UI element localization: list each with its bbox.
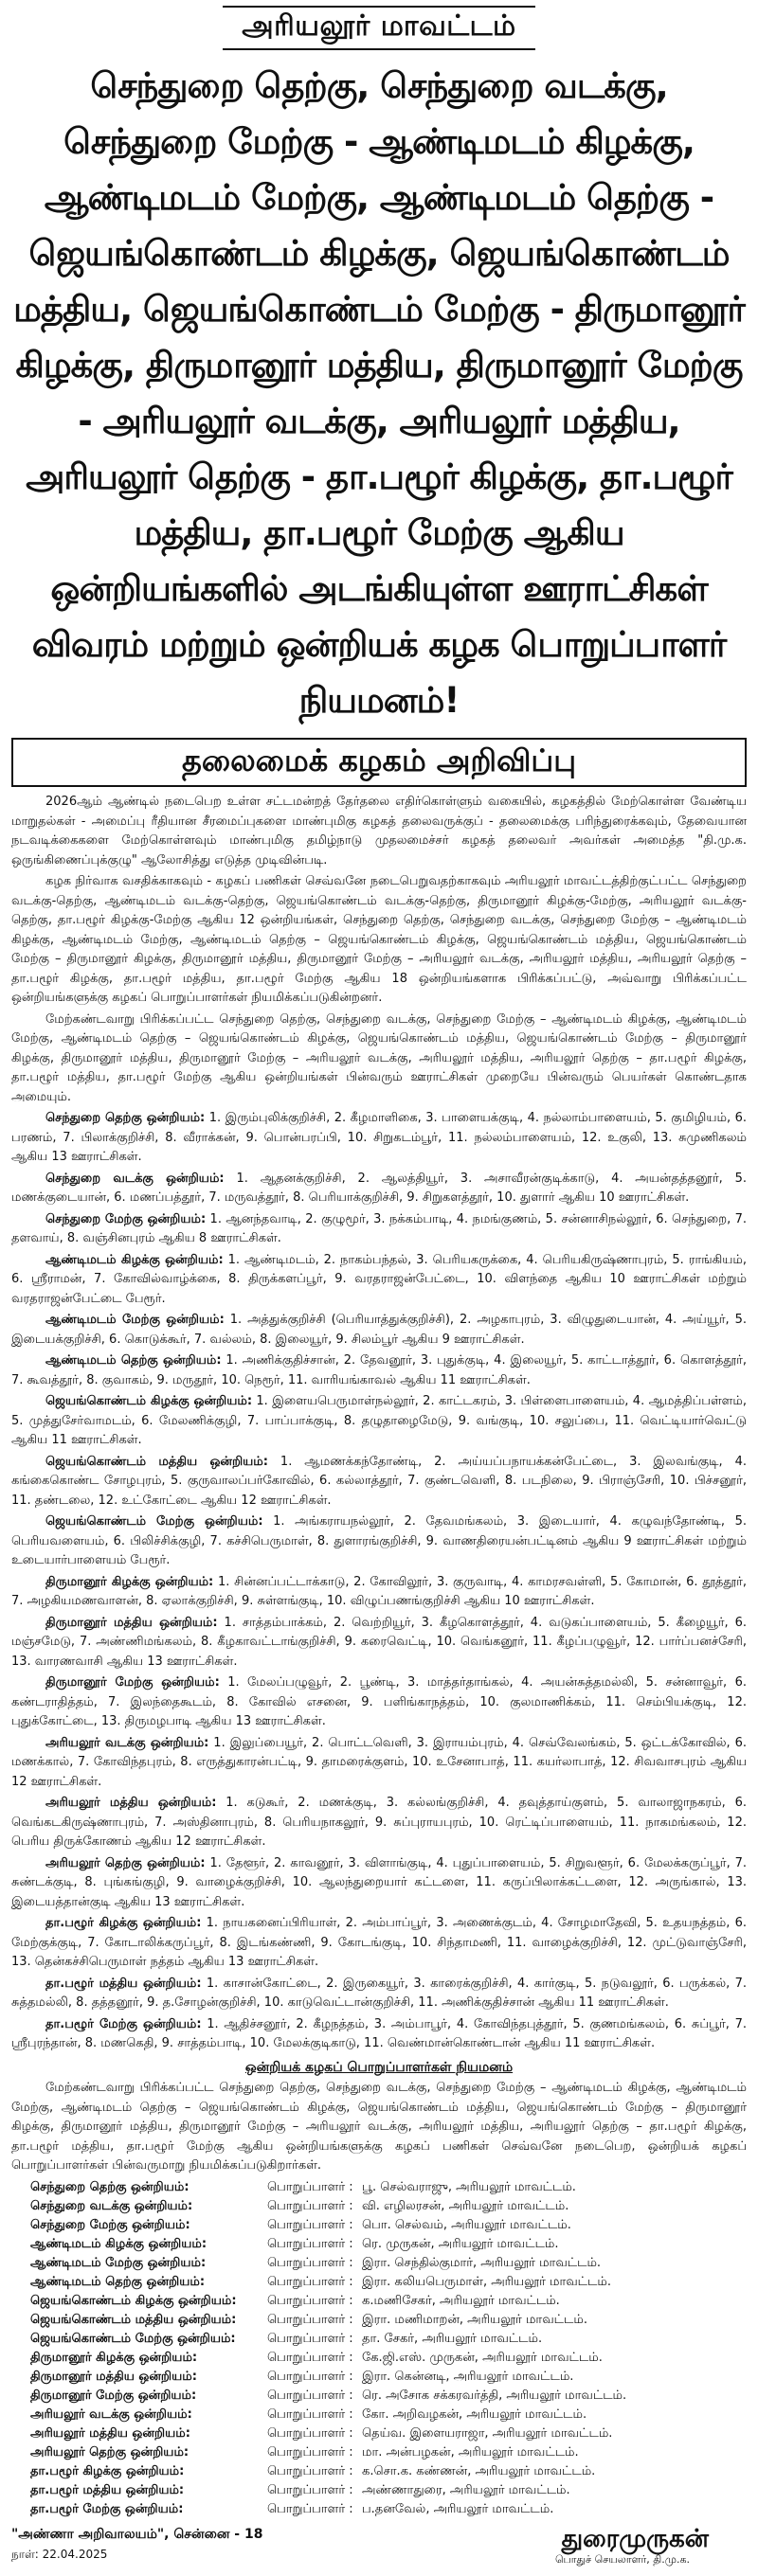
responsible-label: பொறுப்பாளர் : (267, 2236, 353, 2251)
union-villages: 1. நாயகனைப்பிரியாள், 2. அம்பாப்பூர், 3. அணைக்குடம், 4. சோழமாதேவி, 5. உதயநத்தம், 6. மேற்குக்குடி, 7. கோடாலிக்கருப்பூர், 8. இடங்கண்ணி, 9. கோடங்குடி, 10. சிந்தாமணி, 11. வாழைக்குறிச்சி, 12. முட்டுவாஞ்சேரி, 13. தென்கச்சிபெருமாள் நத்தம் ஆகிய 13 ஊராட்சிகள். (11, 1916, 747, 1969)
responsible-row (11, 2216, 747, 2235)
district-label: அரியலூர் மாவட்டம் (223, 6, 535, 50)
responsible-label: பொறுப்பாளர் : (267, 2274, 353, 2289)
responsible-label: பொறுப்பாளர் : (267, 2179, 353, 2194)
responsible-union: ஜெயங்கொண்டம் மேற்கு ஒன்றியம்: (30, 2331, 236, 2346)
responsible-label: பொறுப்பாளர் : (267, 2369, 353, 2384)
responsible-person: ரெ. அசோக சக்கரவர்த்தி, அரியலூர் மாவட்டம். (362, 2388, 627, 2403)
union-name: அரியலூர் தெற்கு ஒன்றியம்: (45, 1855, 206, 1870)
responsible-row (11, 2292, 747, 2311)
headline: செந்துறை தெற்கு, செந்துறை வடக்கு, செந்துறை மேற்கு - ஆண்டிமடம் கிழக்கு, ஆண்டிமடம் மேற்கு, ஆண்டிமடம் தெற்கு - ஜெயங்கொண்டம் கிழக்கு, ஜெயங்கொண்டம் மத்திய, ஜெயங்கொண்டம் மேற்கு - திருமானூர் கிழக்கு, திருமானூர் மத்திய, திருமானூர் மேற்கு - அரியலூர் வடக்கு, அரியலூர் மத்திய, அரியலூர் தெற்கு - தா.பழூர் கிழக்கு, தா.பழூர் மத்திய, தா.பழூர் மேற்கு ஆகிய ஒன்றியங்களில் அடங்கியுள்ள ஊராட்சிகள் விவரம் மற்றும் ஒன்றியக் கழக பொறுப்பாளர் நியமனம்! (13, 65, 745, 721)
responsible-person: கோ. அறிவழகன், அரியலூர் மாவட்டம். (362, 2406, 587, 2422)
responsible-row (11, 2311, 747, 2330)
footer-address: "அண்ணா அறிவாலயம்", சென்னை - 18 (11, 2526, 263, 2542)
union-villages: 1. மேலப்பழுவூர், 2. பூண்டி, 3. மாத்தர்தாங்கல், 4. அயன்சுத்தமல்லி, 5. சன்னாவூர், 6. கண்டராதித்தம், 7. இலந்தைகூடம், 8. கோவில் எசனை, 9. பளிங்காநத்தம், 10. குலமாணிக்கம், 11. செம்பியக்குடி, 12. புதுக்கோட்டை, 13. திருமழபாடி ஆகிய 13 ஊராட்சிகள். (11, 1675, 747, 1728)
responsibles-list (11, 2178, 747, 2519)
responsible-person: பொ. செல்வம், அரியலூர் மாவட்டம். (362, 2217, 571, 2232)
responsible-person: அண்ணாதுரை, அரியலூர் மாவட்டம். (362, 2482, 570, 2497)
union-villages: 1. ஆமணக்கந்தோண்டி, 2. அய்யப்பநாயக்கன்பேட்டை, 3. இலவங்குடி, 4. கங்கைகொண்ட சோழபுரம், 5. குருவாலப்பர்கோவில், 6. கல்லாத்தூர், 7. குண்டவெளி, 8. படநிலை, 9. பிராஞ்சேரி, 10. பிச்சனூர், 11. தண்டலை, 12. உட்கோட்டை ஆகிய 12 ஊராட்சிகள். (11, 1454, 747, 1508)
union-name: ஆண்டிமடம் மேற்கு ஒன்றியம்: (45, 1313, 225, 1327)
union-entry (11, 2015, 747, 2054)
union-name: அரியலூர் வடக்கு ஒன்றியம்: (45, 1735, 209, 1750)
footer (11, 2525, 747, 2576)
union-villages: 1. ஆதனக்குறிச்சி, 2. ஆலத்தியூர், 3. அசாவீரன்குடிக்காடு, 4. அயன்தத்தனூர், 5. மணக்குடையான், 6. மணப்பத்தூர், 7. மருவத்தூர், 8. பெரியாக்குறிச்சி, 9. சிறுகளத்தூர், 10. துளார் ஆகிய 10 ஊராட்சிகள். (11, 1171, 747, 1205)
union-name: தா.பழூர் மேற்கு ஒன்றியம்: (45, 2016, 202, 2031)
union-villages: 1. ஆனந்தவாடி, 2. குழுமூர், 3. நக்கம்பாடி, 4. நமங்குணம், 5. சன்னாசிநல்லூர், 6. செந்துறை, 7. தளவாய், 8. வஞ்சினபுரம் ஆகிய 8 ஊராட்சிகள். (11, 1211, 748, 1245)
union-entry (11, 1512, 747, 1571)
union-name: ஜெயங்கொண்டம் மேற்கு ஒன்றியம்: (45, 1514, 263, 1529)
responsible-union: திருமானூர் மேற்கு ஒன்றியம்: (30, 2388, 197, 2403)
responsible-label: பொறுப்பாளர் : (267, 2312, 353, 2327)
responsible-label: பொறுப்பாளர் : (267, 2198, 353, 2213)
responsible-row (11, 2178, 747, 2197)
union-villages: 1. ஆண்டிமடம், 2. நாகம்பந்தல், 3. பெரியகருக்கை, 4. பெரியகிருஷ்ணாபுரம், 5. ராங்கியம், 6. ஸ்ரீராமன், 7. கோவில்வாழ்க்கை, 8. திருக்களப்பூர், 9. வரதராஜன்பேட்டை, 10. விளந்தை ஆகிய 10 ஊராட்சிகள் மற்றும் வரதராஜன்பேட்டை பேரூர். (11, 1252, 748, 1306)
union-name: ஆண்டிமடம் தெற்கு ஒன்றியம்: (45, 1353, 222, 1368)
responsible-person: இரா. கென்னடி, அரியலூர் மாவட்டம். (362, 2369, 574, 2384)
responsible-label: பொறுப்பாளர் : (267, 2406, 353, 2422)
union-entry (11, 1914, 747, 1973)
responsible-row (11, 2481, 747, 2500)
responsible-row (11, 2330, 747, 2349)
responsible-row (11, 2197, 747, 2216)
union-name: ஆண்டிமடம் கிழக்கு ஒன்றியம்: (45, 1252, 224, 1267)
paragraph: மேற்கண்டவாறு பிரிக்கப்பட்ட செந்துறை தெற்கு, செந்துறை வடக்கு, செந்துறை மேற்கு – ஆண்டிமடம் கிழக்கு, ஆண்டிமடம் மேற்கு, ஆண்டிமடம் தெற்கு – ஜெயங்கொண்டம் கிழக்கு, ஜெயங்கொண்டம் மத்திய, ஜெயங்கொண்டம் மேற்கு – திருமானூர் கிழக்கு, திருமானூர் மத்திய, திருமானூர் மேற்கு – அரியலூர் வடக்கு, அரியலூர் மத்திய, அரியலூர் தெற்கு – தா.பழூர் கிழக்கு, தா.பழூர் மத்திய, தா.பழூர் மேற்கு ஆகிய ஒன்றியங்கள் பின்வரும் ஊராட்சிகள் முறையே பின்வரும் பெயர்கள் கொண்டதாக அமையும். (11, 1011, 747, 1104)
union-name: அரியலூர் மத்திய ஒன்றியம்: (45, 1796, 217, 1810)
union-name: ஜெயங்கொண்டம் கிழக்கு ஒன்றியம்: (45, 1394, 253, 1408)
union-entry (11, 1392, 747, 1451)
union-name: செந்துறை தெற்கு ஒன்றியம்: (45, 1111, 206, 1125)
responsible-union: அரியலூர் மத்திய ஒன்றியம்: (30, 2425, 190, 2441)
responsible-label: பொறுப்பாளர் : (267, 2255, 353, 2270)
union-name: ஜெயங்கொண்டம் மத்திய ஒன்றியம்: (45, 1454, 268, 1469)
responsibles-intro: மேற்கண்டவாறு பிரிக்கப்பட்ட செந்துறை தெற்கு, செந்துறை வடக்கு, செந்துறை மேற்கு – ஆண்டிமடம் கிழக்கு, ஆண்டிமடம் மேற்கு, ஆண்டிமடம் தெற்கு – ஜெயங்கொண்டம் கிழக்கு, ஜெயங்கொண்டம் மத்திய, ஜெயங்கொண்டம் மேற்கு – திருமானூர் கிழக்கு, திருமானூர் மத்திய, திருமானூர் மேற்கு – அரியலூர் வடக்கு, அரியலூர் மத்திய, அரியலூர் தெற்கு – தா.பழூர் கிழக்கு, தா.பழூர் மத்திய, தா.பழூர் மேற்கு ஆகிய ஒன்றியங்களுக்கு கழகப் பணிகள் செவ்வனே நடைபெற, ஒன்றியக் கழகப் பொறுப்பாளர்கள் பின்வருமாறு நியமிக்கப்படுகிறார்கள். (11, 2081, 747, 2173)
union-name: திருமானூர் மத்திய ஒன்றியம்: (45, 1615, 218, 1630)
union-villages: 1. அங்கராயநல்லூர், 2. தேவமங்கலம், 3. இடையார், 4. கழுவந்தோண்டி, 5. பெரியவளையம், 6. பிலிச்சிக்குழி, 7. கச்சிபெருமாள், 8. துளாரங்குறிச்சி, 9. வாணதிரையன்பட்டினம் ஆகிய 9 ஊராட்சிகள் மற்றும் உடையார்பாளையம் பேரூர். (11, 1514, 747, 1567)
union-entry (11, 1854, 747, 1913)
union-entry (11, 1673, 747, 1732)
union-villages: 1. அணிக்குதிச்சான், 2. தேவனூர், 3. புதுக்குடி, 4. இலையூர், 5. காட்டாத்தூர், 6. கொளத்தூர், 7. கூவத்தூர், 8. குவாகம், 9. மருதூர், 10. நெரூர், 11. வாரியங்காவல் ஆகிய 11 ஊராட்சிகள். (11, 1353, 747, 1387)
paragraph: 2026ஆம் ஆண்டில் நடைபெற உள்ள சட்டமன்றத் தேர்தலை எதிர்கொள்ளும் வகையில், கழகத்தில் மேற்கொள்ள வேண்டிய மாறுதல்கள் - அமைப்பு ரீதியான சீரமைப்புகளை மாண்புமிகு கழகத் தலைவருக்குப் - தலைமைக்கு பரிந்துரைக்கவும், தேவையான நடவடிக்கைகளை மேற்கொள்ளவும் மாண்புமிகு தமிழ்நாடு முதலமைச்சர் கழகத் தலைவர் அவர்கள் அமைத்த "தி.மு.க. ஒருங்கிணைப்புக்குழு" ஆலோசித்து எடுத்த முடிவின்படி. (11, 795, 747, 868)
responsible-label: பொறுப்பாளர் : (267, 2293, 353, 2308)
responsible-union: திருமானூர் மத்திய ஒன்றியம்: (30, 2369, 197, 2384)
union-entry (11, 1210, 747, 1249)
union-entry (11, 1453, 747, 1512)
union-villages: 1. கடுகூர், 2. மணக்குடி, 3. கல்லங்குறிச்சி, 4. தவுத்தாய்குளம், 5. வாலாஜாநகரம், 6. வெங்கடகிருஷ்ணாபுரம், 7. அஸ்தினாபுரம், 8. பெரியநாகலூர், 9. சுப்புராயபுரம், 10. ரெட்டிப்பாளையம், 11. நாகமங்கலம், 12. பெரிய திருக்கோணம் ஆகிய 12 ஊராட்சிகள். (11, 1796, 748, 1849)
responsible-person: மா. அன்பழகன், அரியலூர் மாவட்டம். (362, 2444, 579, 2460)
responsible-row (11, 2387, 747, 2406)
union-entry (11, 1975, 747, 2013)
union-entry (11, 1311, 747, 1350)
responsible-row (11, 2254, 747, 2273)
union-entry (11, 1170, 747, 1208)
body-text (11, 793, 747, 2519)
union-name: திருமானூர் கிழக்கு ஒன்றியம்: (45, 1574, 214, 1589)
union-entry (11, 1109, 747, 1168)
responsible-person: தெய்வ. இளையராஜா, அரியலூர் மாவட்டம். (362, 2425, 613, 2441)
responsible-person: ப.தனவேல், அரியலூர் மாவட்டம். (362, 2501, 554, 2516)
responsible-label: பொறுப்பாளர் : (267, 2217, 353, 2232)
union-name: தா.பழூர் கிழக்கு ஒன்றியம்: (45, 1916, 202, 1930)
union-entry (11, 1251, 747, 1310)
responsible-person: க.சொ.க. கண்ணன், அரியலூர் மாவட்டம். (362, 2463, 596, 2478)
union-entry (11, 1573, 747, 1612)
union-villages: 1. ஆதிச்சனூர், 2. கீழநத்தம், 3. அம்பாபூர், 4. கோவிந்தபுத்தூர், 5. குணமங்கலம், 6. சுப்பூர், 7. ஸ்ரீபுரந்தான், 8. மணகெதி, 9. சாத்தம்பாடி, 10. மேலக்குடிகாடு, 11. வெண்மான்கொண்டான் ஆகிய 11 ஊராட்சிகள். (11, 2016, 748, 2050)
responsible-person: வி. எழிலரசன், அரியலூர் மாவட்டம். (362, 2198, 569, 2213)
union-villages: 1. இரும்புலிக்குறிச்சி, 2. கீழமாளிகை, 3. பாளையக்குடி, 4. நல்லாம்பாளையம், 5. குமிழியம், 6. பரணம், 7. பிலாக்குறிச்சி, 8. வீராக்கன், 9. பொன்பரப்பி, 10. சிறுகடம்பூர், 11. நல்லம்பாளையம், 12. உகுலி, 13. சுமுணிகலம் ஆகிய 13 ஊராட்சிகள். (11, 1111, 747, 1164)
responsible-union: திருமானூர் கிழக்கு ஒன்றியம்: (30, 2350, 198, 2365)
responsible-label: பொறுப்பாளர் : (267, 2482, 353, 2497)
responsible-row (11, 2462, 747, 2481)
responsible-union: ஆண்டிமடம் கிழக்கு ஒன்றியம்: (30, 2236, 208, 2251)
responsible-union: செந்துறை தெற்கு ஒன்றியம்: (30, 2179, 190, 2194)
hq-notice-title: தலைமைக் கழகம் அறிவிப்பு (11, 738, 747, 787)
union-name: செந்துறை மேற்கு ஒன்றியம்: (45, 1211, 207, 1226)
responsible-union: தா.பழூர் மேற்கு ஒன்றியம்: (30, 2501, 184, 2516)
union-villages: 1. சாத்தம்பாக்கம், 2. வெற்றியூர், 3. கீழகொளத்தூர், 4. வடுகப்பாளையம், 5. கீழையூர், 6. மஞ்சமேடு, 7. அண்ணிமங்கலம், 8. கீழகாவட்டாங்குறிச்சி, 9. கரைவெட்டி, 10. வெங்கனூர், 11. கீழப்பழுவூர், 12. பார்ப்பனச்சேரி, 13. வாரணவாசி ஆகிய 13 ஊராட்சிகள். (11, 1615, 747, 1669)
union-villages: 1. தேளூர், 2. காவனூர், 3. விளாங்குடி, 4. புதுப்பாளையம், 5. சிறுவளூர், 6. மேலக்கருப்பூர், 7. சுண்டக்குடி, 8. புங்கங்குழி, 9. வாழைக்குறிச்சி, 10. ஆலந்துறையார் கட்டளை, 11. கருப்பிலாக்கட்டளை, 12. அருங்கால், 13. இடையத்தான்குடி ஆகிய 13 ஊராட்சிகள். (11, 1855, 748, 1909)
union-entry (11, 1794, 747, 1852)
union-entry (11, 1734, 747, 1793)
responsible-person: இரா. செந்தில்குமார், அரியலூர் மாவட்டம். (362, 2255, 602, 2270)
union-entry (11, 1614, 747, 1673)
union-villages: 1. இலுப்பையூர், 2. பொட்டவெளி, 3. இராயம்புரம், 4. செவ்வேலங்கம், 5. ஒட்டக்கோவில், 6. மணக்கால், 7. கோவிந்தபுரம், 8. எருத்துகாரன்பட்டி, 9. தாமரைக்குளம், 10. உசேனாபாத், 11. கயர்லாபாத், 12. சிவவாசபுரம் ஆகிய 12 ஊராட்சிகள். (11, 1735, 747, 1789)
union-villages: 1. அத்துக்குறிச்சி (பெரியாத்துக்குறிச்சி), 2. அழகாபுரம், 3. விழுதுடையான், 4. அய்யூர், 5. இடையக்குறிச்சி, 6. கொடுக்கூர், 7. வல்லம், 8. இலையூர், 9. சிலம்பூர் ஆகிய 9 ஊராட்சிகள். (11, 1313, 747, 1347)
responsible-row (11, 2368, 747, 2387)
responsibles-subhead: ஒன்றியக் கழகப் பொறுப்பாளர்கள் நியமனம் (244, 2059, 514, 2075)
responsible-person: க.மணிசேகர், அரியலூர் மாவட்டம். (362, 2293, 560, 2308)
responsible-label: பொறுப்பாளர் : (267, 2444, 353, 2460)
responsible-person: இரா. கலியபெருமாள், அரியலூர் மாவட்டம். (362, 2274, 611, 2289)
signer-name: துரைமுருகன் (561, 2524, 709, 2553)
union-name: செந்துறை வடக்கு ஒன்றியம்: (45, 1171, 225, 1186)
responsible-person: இரா. மணிமாறன், அரியலூர் மாவட்டம். (362, 2312, 587, 2327)
responsible-union: தா.பழூர் மத்திய ஒன்றியம்: (30, 2482, 185, 2497)
responsible-row (11, 2349, 747, 2368)
responsible-union: ஜெயங்கொண்டம் மத்திய ஒன்றியம்: (30, 2312, 237, 2327)
responsible-union: செந்துறை மேற்கு ஒன்றியம்: (30, 2217, 190, 2232)
responsible-person: பூ. செல்வராஜு, அரியலூர் மாவட்டம். (362, 2179, 576, 2194)
responsible-union: ஆண்டிமடம் மேற்கு ஒன்றியம்: (30, 2255, 207, 2270)
responsible-person: கே.ஜி.எஸ். முருகன், அரியலூர் மாவட்டம். (362, 2350, 603, 2365)
union-name: திருமானூர் மேற்கு ஒன்றியம்: (45, 1675, 220, 1690)
union-villages: 1. இளையபெருமாள்நல்லூர், 2. காட்டகரம், 3. பிள்ளைபாளையம், 4. ஆமத்திப்பள்ளம், 5. முத்துசேர்வாமடம், 6. மேலணிக்குழி, 7. பாப்பாக்குடி, 8. தழுதாழைமேடு, 9. வங்குடி, 10. சலுப்பை, 11. வெட்டியார்வெட்டு ஆகிய 11 ஊராட்சிகள். (11, 1394, 748, 1447)
responsible-label: பொறுப்பாளர் : (267, 2425, 353, 2441)
responsible-label: பொறுப்பாளர் : (267, 2350, 353, 2365)
responsible-label: பொறுப்பாளர் : (267, 2501, 353, 2516)
union-name: தா.பழூர் மத்திய ஒன்றியம்: (45, 1976, 202, 1991)
responsible-label: பொறுப்பாளர் : (267, 2463, 353, 2478)
responsible-union: ஜெயங்கொண்டம் கிழக்கு ஒன்றியம்: (30, 2293, 237, 2308)
responsible-row (11, 2500, 747, 2519)
union-villages: 1. காசான்கோட்டை, 2. இருகையூர், 3. காரைக்குறிச்சி, 4. கார்குடி, 5. நடுவலூர், 6. பருக்கல், 7. சுத்தமல்லி, 8. தத்தனூர், 9. த.சோழன்குறிச்சி, 10. காடுவெட்டான்குறிச்சி, 11. அணிக்குதிச்சான் ஆகிய 11 ஊராட்சிகள். (11, 1976, 747, 2010)
responsible-label: பொறுப்பாளர் : (267, 2331, 353, 2346)
paragraph: கழக நிர்வாக வசதிக்காகவும் - கழகப் பணிகள் செவ்வனே நடைபெறுவதற்காகவும் அரியலூர் மாவட்டத்திற்குட்பட்ட செந்துறை வடக்கு-தெற்கு, ஆண்டிமடம் வடக்கு-தெற்கு, ஜெயங்கொண்டம் வடக்கு-தெற்கு, திருமானூர் கிழக்கு-மேற்கு, அரியலூர் வடக்கு-தெற்கு, தா.பழூர் கிழக்கு-மேற்கு ஆகிய 12 ஒன்றியங்கள், செந்துறை தெற்கு, செந்துறை வடக்கு, செந்துறை மேற்கு – ஆண்டிமடம் கிழக்கு, ஆண்டிமடம் மேற்கு, ஆண்டிமடம் தெற்கு – ஜெயங்கொண்டம் கிழக்கு, ஜெயங்கொண்டம் மத்திய, ஜெயங்கொண்டம் மேற்கு – திருமானூர் கிழக்கு, திருமானூர் மத்திய, திருமானூர் மேற்கு – அரியலூர் வடக்கு, அரியலூர் மத்திய, அரியலூர் தெற்கு – தா.பழூர் கிழக்கு, தா.பழூர் மத்திய, தா.பழூர் மேற்கு ஆகிய 18 ஒன்றியங்களாக பிரிக்கப்பட்டு, அவ்வாறு பிரிக்கப்பட்ட ஒன்றியங்களுக்கு கழகப் பொறுப்பாளர்கள் நியமிக்கப்படுகின்றனர். (11, 874, 747, 1005)
union-villages: 1. சின்னப்பட்டாக்காடு, 2. கோவிலூர், 3. குருவாடி, 4. காமரசவள்ளி, 5. கோமான், 6. தூத்தூர், 7. அழகியமணவாளன், 8. ஏலாக்குறிச்சி, 9. சுள்ளங்குடி, 10. விழுப்பணங்குறிச்சி ஆகிய 10 ஊராட்சிகள். (11, 1574, 747, 1608)
responsible-person: ரெ. முருகன், அரியலூர் மாவட்டம். (362, 2236, 559, 2251)
union-list (11, 1109, 747, 2054)
announcement-page (11, 6, 747, 2576)
responsible-union: தா.பழூர் கிழக்கு ஒன்றியம்: (30, 2463, 185, 2478)
responsible-union: அரியலூர் தெற்கு ஒன்றியம்: (30, 2444, 190, 2460)
signer-role: பொதுச் செயலாளர், தி.மு.க. (554, 2552, 690, 2566)
responsible-union: செந்துறை வடக்கு ஒன்றியம்: (30, 2198, 193, 2213)
footer-date: நாள்: 22.04.2025 (11, 2547, 108, 2561)
responsible-union: அரியலூர் வடக்கு ஒன்றியம்: (30, 2406, 192, 2422)
responsible-label: பொறுப்பாளர் : (267, 2388, 353, 2403)
responsible-row (11, 2235, 747, 2254)
union-entry (11, 1351, 747, 1390)
responsible-row (11, 2443, 747, 2462)
responsible-row (11, 2424, 747, 2443)
responsible-union: ஆண்டிமடம் தெற்கு ஒன்றியம்: (30, 2274, 206, 2289)
responsible-row (11, 2406, 747, 2424)
responsible-row (11, 2273, 747, 2292)
responsible-person: தா. சேகர், அரியலூர் மாவட்டம். (362, 2331, 543, 2346)
